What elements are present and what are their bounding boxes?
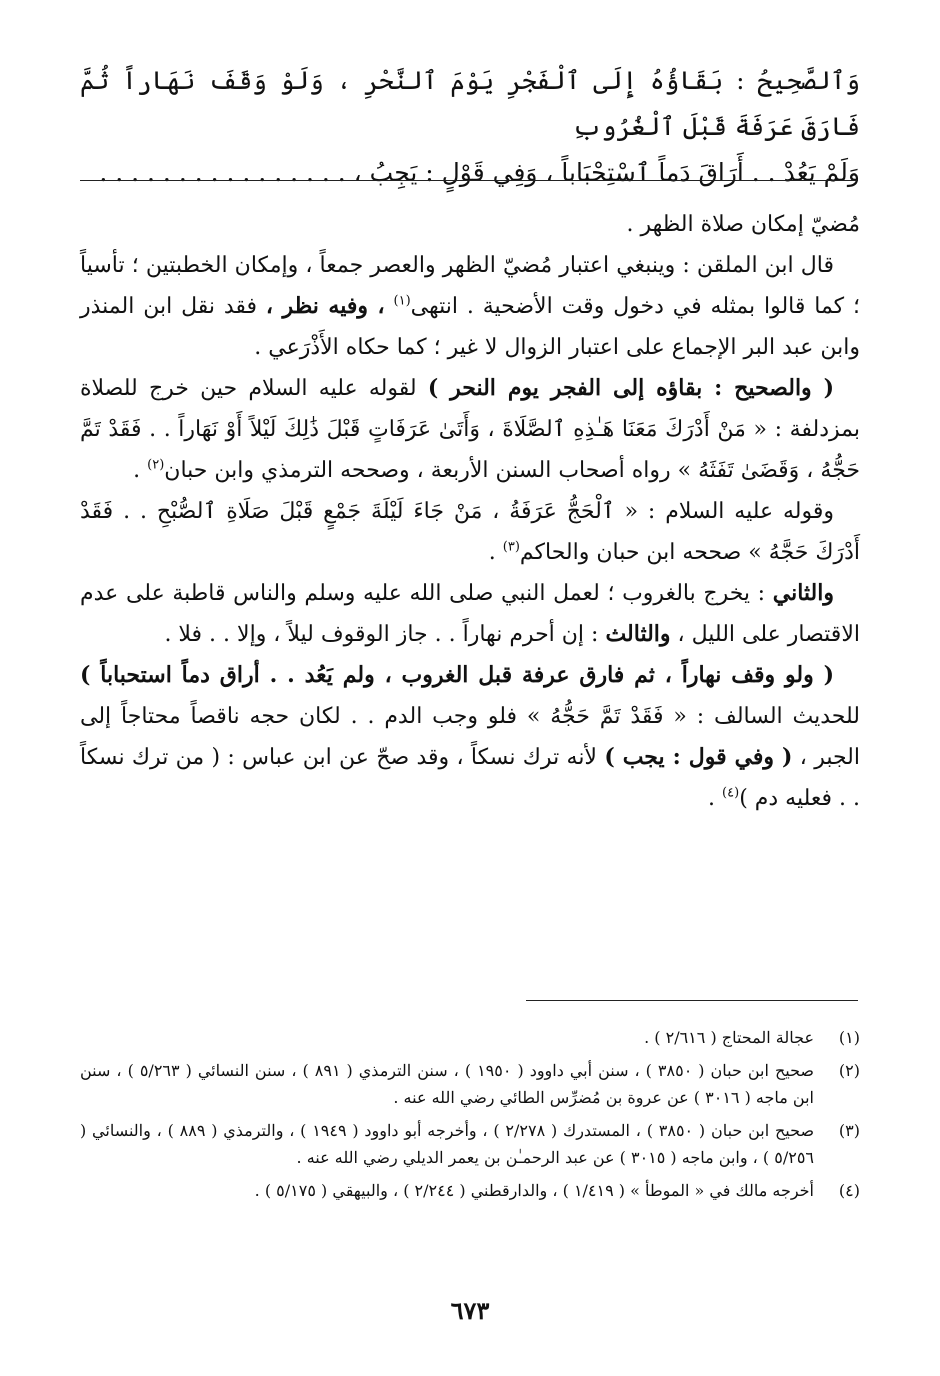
matn-line-1: وَٱلصَّحِيحُ : بَقَاؤُهُ إِلَى ٱلْفَجْرِ يَوْمَ ٱلنَّحْرِ ، وَلَوْ وَقَفَ نَهَاراً ثُمَّ فَارَقَ عَرَفَةَ قَبْلَ ٱلْغُرُوبِ bbox=[80, 66, 860, 141]
footnote-number: (١) bbox=[838, 1028, 860, 1047]
footnote-text: صحيح ابن حبان ( ٣٨٥٠ ) ، سنن أبي داوود ( ١٩٥٠ ) ، سنن الترمذي ( ٨٩١ ) ، سنن النسائي ( ٥/٢٦٣ ) ، سنن ابن ماجه ( ٣٠١٦ ) عن عروة بن مُضرِّس الطائي رضي الله عنه . bbox=[80, 1061, 815, 1107]
p6-bold-2: ( وفي قول : يجب ) bbox=[604, 744, 793, 770]
footnote-ref-3[interactable]: (٣) bbox=[502, 539, 520, 555]
footnote-text: صحيح ابن حبان ( ٣٨٥٠ ) ، المستدرك ( ٢/٢٧٨ ) ، وأخرجه أبو داوود ( ١٩٤٩ ) ، والترمذي ( ٨٨٩ ) ، والنسائي ( ٥/٢٥٦ ) ، وابن ماجه ( ٣٠١٥ ) عن عبد الرحمـٰن بن يعمر الديلي رضي الله عنه . bbox=[80, 1121, 815, 1167]
matn-line-2-text: وَلَمْ يَعُدْ . . أَرَاقَ دَماً ٱسْتِحْبَاباً ، وَفِي قَوْلٍ : يَجِبُ ، bbox=[353, 158, 860, 187]
footnote-text: عجالة المحتاج ( ٢/٦١٦ ) . bbox=[644, 1028, 814, 1047]
p4-text: وقوله عليه السلام : « ٱلْحَجُّ عَرَفَةُ ، مَنْ جَاءَ لَيْلَةَ جَمْعٍ قَبْلَ صَلَاةِ ٱلصُّبْحِ . . فَقَدْ أَدْرَكَ حَجَّهُ » صححه ابن حبان والحاكم bbox=[80, 499, 860, 565]
footnote-4 bbox=[80, 1177, 860, 1204]
commentary-paragraph-2 bbox=[80, 245, 860, 368]
footnote-separator bbox=[526, 1000, 858, 1001]
footnote-1 bbox=[80, 1024, 860, 1051]
footnote-text: أخرجه مالك في « الموطأ » ( ١/٤١٩ ) ، والدارقطني ( ٢/٢٤٤ ) ، والبيهقي ( ٥/١٧٥ ) . bbox=[254, 1181, 814, 1200]
commentary-paragraph-1: مُضيّ إمكان صلاة الظهر . bbox=[626, 212, 860, 237]
footnote-number: (٤) bbox=[838, 1181, 860, 1200]
matn-line-2 bbox=[80, 150, 860, 196]
p2-text-b: فقد نقل ابن المنذر وابن عبد البر الإجماع على اعتبار الزوال لا غير ؛ كما حكاه الأَذْرَعي . bbox=[80, 294, 860, 360]
p5-bold-1: والثاني bbox=[772, 580, 834, 606]
p3-bold: ( والصحيح : بقاؤه إلى الفجر يوم النحر ) bbox=[427, 375, 834, 401]
footnote-ref-2[interactable]: (٢) bbox=[147, 457, 165, 473]
p2-bold: ، وفيه نظر ، bbox=[265, 293, 385, 319]
commentary-paragraph-6 bbox=[80, 655, 860, 819]
p6-text-a: للحديث السالف : « فَقَدْ تَمَّ حَجُّهُ » فلو وجب الدم . . لكان حجه ناقصاً محتاجاً إلى الجبر ، bbox=[80, 704, 860, 770]
commentary-paragraph-5 bbox=[80, 573, 860, 655]
matn-dots: . . . . . . . . . . . . . . . . bbox=[99, 158, 354, 187]
footnote-number: (٣) bbox=[838, 1121, 860, 1140]
p6-text-b: لأنه ترك نسكاً ، وقد صحّ عن ابن عباس : ( من ترك نسكاً . . فعليه دم ) bbox=[80, 745, 860, 811]
footnote-3 bbox=[80, 1117, 860, 1171]
p6-end: . bbox=[708, 786, 723, 811]
footnotes bbox=[80, 1024, 860, 1210]
commentary-paragraph-3 bbox=[80, 368, 860, 491]
p6-bold-1: ( ولو وقف نهاراً ، ثم فارق عرفة قبل الغروب ، ولم يَعُد . . أراق دماً استحباباً ) bbox=[80, 662, 834, 688]
commentary-text bbox=[80, 204, 860, 819]
page-number: ٦٧٣ bbox=[450, 1296, 490, 1325]
p4-end: . bbox=[488, 540, 503, 565]
commentary-paragraph-4 bbox=[80, 491, 860, 573]
p3-text: لقوله عليه السلام حين خرج للصلاة بمزدلفة : « مَنْ أَدْرَكَ مَعَنَا هَـٰذِهِ ٱلصَّلَاةَ ، وَأَتَىٰ عَرَفَاتٍ قَبْلَ ذَٰلِكَ لَيْلاً أَوْ نَهَاراً . . فَقَدْ تَمَّ حَجُّهُ ، وَقَضَىٰ تَفَثَهُ » رواه أصحاب السنن الأربعة ، وصححه الترمذي وابن حبان bbox=[80, 376, 860, 483]
footnote-number: (٢) bbox=[838, 1061, 860, 1080]
footnote-2 bbox=[80, 1057, 860, 1111]
matn-separator bbox=[80, 180, 858, 181]
p5-bold-2: والثالث bbox=[605, 621, 671, 647]
p2-text-a: قال ابن الملقن : وينبغي اعتبار مُضيّ الظهر والعصر جمعاً ، وإمكان الخطبتين ؛ تأسياً ؛ كما قالوا بمثله في دخول وقت الأضحية . انتهى bbox=[80, 253, 860, 319]
footnote-ref-1[interactable]: (١) bbox=[393, 293, 411, 309]
p3-end: . bbox=[133, 458, 148, 483]
footnote-ref-4[interactable]: (٤) bbox=[722, 785, 740, 801]
matn-text bbox=[80, 58, 860, 196]
p5-text-b: : إن أحرم نهاراً . . جاز الوقوف ليلاً ، وإلا . . فلا . bbox=[164, 622, 606, 647]
p5-text-a: : يخرج بالغروب ؛ لعمل النبي صلى الله عليه وسلم والناس قاطبة على عدم الاقتصار على الليل ، bbox=[80, 581, 860, 647]
